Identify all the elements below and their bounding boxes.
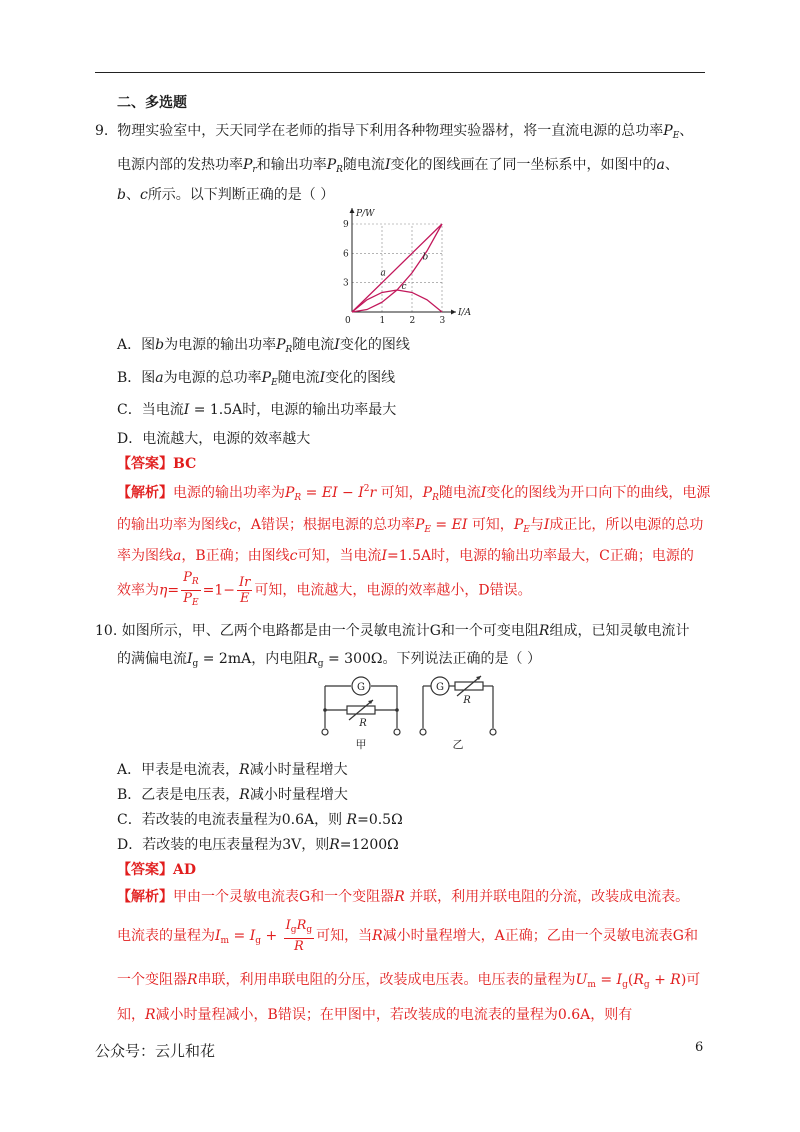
q9-option-a: A．图b为电源的输出功率$P_R$随电流I变化的图线 <box>117 337 410 355</box>
series-line-a <box>352 224 442 312</box>
q10-option-b: B．乙表是电压表，R减小时量程增大 <box>117 787 348 803</box>
q10-stem-line-1: 10. 如图所示，甲、乙两个电路都是由一个灵敏电流计G和一个可变电阻R组成，已知灵敏电流计 <box>95 623 690 639</box>
series-label-a: a <box>380 268 386 279</box>
x-axis-arrow <box>451 310 456 315</box>
q10-option-c: C．若改装的电流表量程为0.6A，则 R=0.5Ω <box>117 812 403 828</box>
y-axis-arrow <box>350 208 355 213</box>
q9-stem-line-3: b、c所示。以下判断正确的是（ ） <box>117 187 335 203</box>
circuit-label-yi: 乙 <box>452 738 464 751</box>
section-title: 二、多选题 <box>117 95 187 111</box>
q10-option-d: D．若改装的电压表量程为3V，则R=1200Ω <box>117 837 399 853</box>
y-tick-label: 3 <box>343 278 349 289</box>
q9-analysis-line-2: 的输出功率为图线c，A错误；根据电源的总功率$P_E$ = EI 可知，$P_E$与I成正比，所以电源的总功 <box>117 517 704 535</box>
y-tick-label: 9 <box>343 220 349 230</box>
q9-option-c: C．当电流I = 1.5A时，电源的输出功率最大 <box>117 402 397 418</box>
series-label-c: c <box>401 282 407 293</box>
q9-analysis-line-3: 率为图线a，B正确；由图线c可知，当电流I=1.5A时，电源的输出功率最大，C正确；电源的 <box>117 548 694 564</box>
q9-analysis-line-4: 效率为η= $\frac{P_R}{P_E}$ =1− $\frac{Ir}{E}$ 可知，电流越大，电源的效率越小，D错误。 <box>117 570 532 608</box>
q10-answer: 【答案】AD <box>117 862 197 878</box>
x-tick-label: 1 <box>379 316 386 326</box>
q9-analysis-line-1: 【解析】电源的输出功率为$P_R$ = EI − $I^2r$ 可知，$P_R$随电流I变化的图线为开口向下的曲线，电源 <box>117 484 711 503</box>
x-axis-label: I/A <box>458 308 472 318</box>
x-tick-label: 2 <box>409 316 416 326</box>
x-tick-label: 3 <box>439 316 446 326</box>
series-line-c <box>352 290 442 312</box>
q10-analysis-line-3: 一个变阻器R串联，利用串联电阻的分压，改装成电压表。电压表的量程为$U_m = I_g(R_g + R)$可 <box>117 972 701 990</box>
x-tick-label: 0 <box>345 316 351 326</box>
power-current-chart <box>330 200 480 328</box>
galvanometer-label-jia: G <box>357 682 365 693</box>
q10-analysis-line-1: 【解析】甲由一个灵敏电流表G和一个变阻器R 并联，利用并联电阻的分流，改装成电流表。 <box>117 889 690 905</box>
q9-answer: 【答案】BC <box>117 456 197 472</box>
q9-stem-line-1: 9. 物理实验室中，天天同学在老师的指导下利用各种物理实验器材，将一直流电源的总功率$P_E$、 <box>95 123 694 141</box>
q10-option-a: A．甲表是电流表，R减小时量程增大 <box>117 762 348 778</box>
q9-option-b: B．图a为电源的总功率$P_E$随电流I变化的图线 <box>117 370 396 388</box>
circuit-diagram <box>315 672 515 754</box>
galvanometer-label-yi: G <box>436 682 444 693</box>
circuit-label-jia: 甲 <box>355 738 367 751</box>
y-axis-label: P/W <box>356 209 375 219</box>
footer-account: 公众号：云儿和花 <box>95 1042 216 1060</box>
q10-analysis-line-4: 知，R减小时量程减小，B错误；在甲图中，若改装成的电流表的量程为0.6A，则有 <box>117 1007 633 1023</box>
q10-analysis-line-2: 电流表的量程为$I_m = I_g$ + $\frac{I_gR_g}{R}$ 可知，当R减小时量程增大，A正确；乙由一个灵敏电流表G和 <box>117 918 698 954</box>
page-number: 6 <box>695 1040 704 1055</box>
series-label-b: b <box>422 252 429 263</box>
q9-option-d: D．电流越大，电源的效率越大 <box>117 431 311 447</box>
y-tick-label: 6 <box>343 249 349 260</box>
resistor-label-jia: R <box>359 718 367 729</box>
resistor-label-yi: R <box>463 695 471 706</box>
q9-stem-line-2: 电源内部的发热功率$P_r$和输出功率$P_R$随电流I变化的图线画在了同一坐标系中，如图中的a、 <box>117 157 679 175</box>
header-rule <box>95 72 705 73</box>
q10-stem-line-2: 的满偏电流$I_g = 2mA$，内电阻$R_g = 300\Omega$。下列说法正确的是（ ） <box>117 651 541 669</box>
